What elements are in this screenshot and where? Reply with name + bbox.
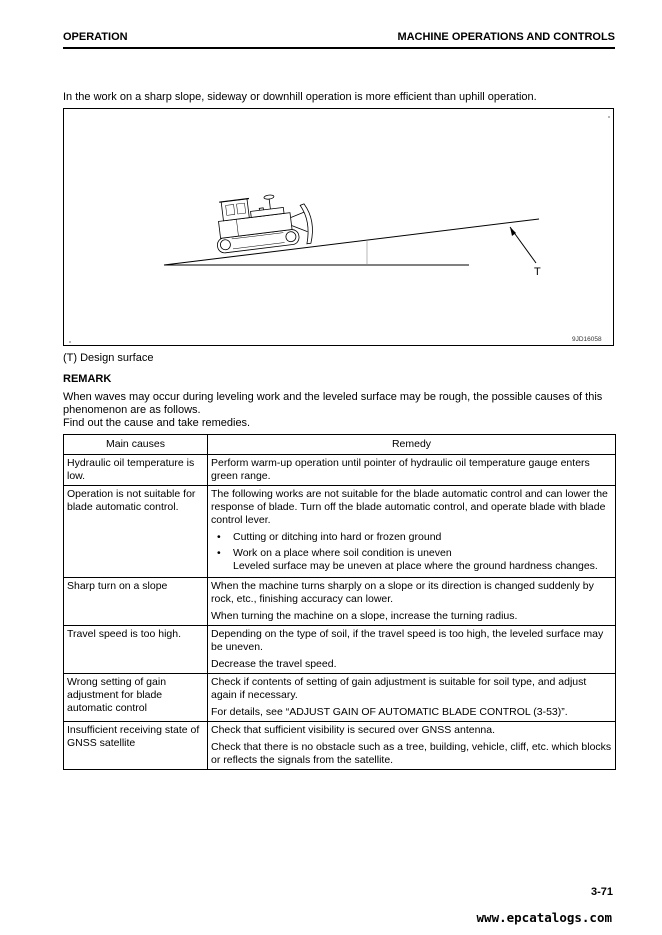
remedy-text: For details, see “ADJUST GAIN OF AUTOMATIC BLADE CONTROL (3-53)”. — [211, 706, 568, 718]
cause-cell: Hydraulic oil temperature is low. — [64, 455, 208, 486]
remedy-cell — [208, 486, 616, 578]
cause-cell: Travel speed is too high. — [64, 626, 208, 674]
cause-cell: Insufficient receiving state of GNSS satellite — [64, 722, 208, 770]
cause-cell: Wrong setting of gain adjustment for blade automatic control — [64, 674, 208, 722]
remedy-cell — [208, 674, 616, 722]
cause-cell: Operation is not suitable for blade automatic control. — [64, 486, 208, 578]
figure-caption: (T) Design surface — [63, 352, 154, 364]
remedy-text: Check that sufficient visibility is secured over GNSS antenna. — [211, 724, 496, 736]
remark-title: REMARK — [63, 373, 112, 385]
causes-remedies-table — [63, 434, 616, 770]
cause-cell: Sharp turn on a slope — [64, 578, 208, 626]
remedy-text: Check that there is no obstacle such as a tree, building, vehicle, cliff, etc. which blocks or reflects the signals from the satellite. — [211, 741, 612, 766]
remedy-cell — [208, 455, 616, 486]
watermark-link[interactable]: www.epcatalogs.com — [476, 910, 612, 925]
header-remedy: Remedy — [208, 435, 616, 455]
remedy-text: When the machine turns sharply on a slope or its direction is changed suddenly by rock, etc., finishing accuracy can lower. — [211, 580, 594, 605]
bullet-item — [211, 531, 612, 544]
bulldozer-drawing — [212, 190, 314, 254]
remedy-text: When turning the machine on a slope, increase the turning radius. — [211, 610, 518, 622]
remedy-text: Perform warm-up operation until pointer of hydraulic oil temperature gauge enters green range. — [211, 457, 590, 482]
slope-illustration — [64, 109, 615, 347]
remedy-text: Decrease the travel speed. — [211, 658, 337, 670]
remark-line-1: When waves may occur during leveling work and the leveled surface may be rough, the possible causes of this phenomenon are as follows. — [63, 391, 603, 416]
remedy-cell — [208, 626, 616, 674]
bullet-text: Cutting or ditching into hard or frozen ground — [233, 531, 442, 543]
remedy-text: Check if contents of setting of gain adjustment is suitable for soil type, and adjust again if necessary. — [211, 676, 587, 701]
header-chapter-title: MACHINE OPERATIONS AND CONTROLS — [397, 31, 615, 43]
bullet-dot-icon: • — [217, 547, 221, 559]
remedy-text: The following works are not suitable for the blade automatic control and can lower the response of blade. Turn off the blade automatic control, and operate blade with blade control lever. — [211, 488, 608, 526]
bullet-item — [211, 547, 612, 573]
table-row — [64, 455, 616, 486]
table-row — [64, 578, 616, 626]
table-header-row — [64, 435, 616, 455]
intro-text: In the work on a sharp slope, sideway or downhill operation is more efficient than uphill operation. — [63, 91, 537, 103]
table-row — [64, 674, 616, 722]
remedy-cell — [208, 722, 616, 770]
page-number: 3-71 — [590, 886, 613, 898]
bullet-text: Work on a place where soil condition is uneven — [233, 547, 452, 559]
table-row — [64, 626, 616, 674]
header-main-causes: Main causes — [64, 435, 208, 455]
bullet-subtext: Leveled surface may be uneven at place where the ground hardness changes. — [233, 560, 598, 572]
label-t: T — [534, 266, 541, 278]
figure-code: 9JD16058 — [572, 336, 602, 343]
slope-figure — [63, 108, 614, 346]
table-row — [64, 722, 616, 770]
header-section-title: OPERATION — [63, 31, 128, 43]
remark-line-2: Find out the cause and take remedies. — [63, 417, 251, 429]
header-rule — [63, 47, 615, 49]
remedy-cell — [208, 578, 616, 626]
remark-text — [63, 391, 619, 430]
table-row — [64, 486, 616, 578]
remedy-text: Depending on the type of soil, if the travel speed is too high, the leveled surface may be uneven. — [211, 628, 604, 653]
bullet-dot-icon: • — [217, 531, 221, 543]
